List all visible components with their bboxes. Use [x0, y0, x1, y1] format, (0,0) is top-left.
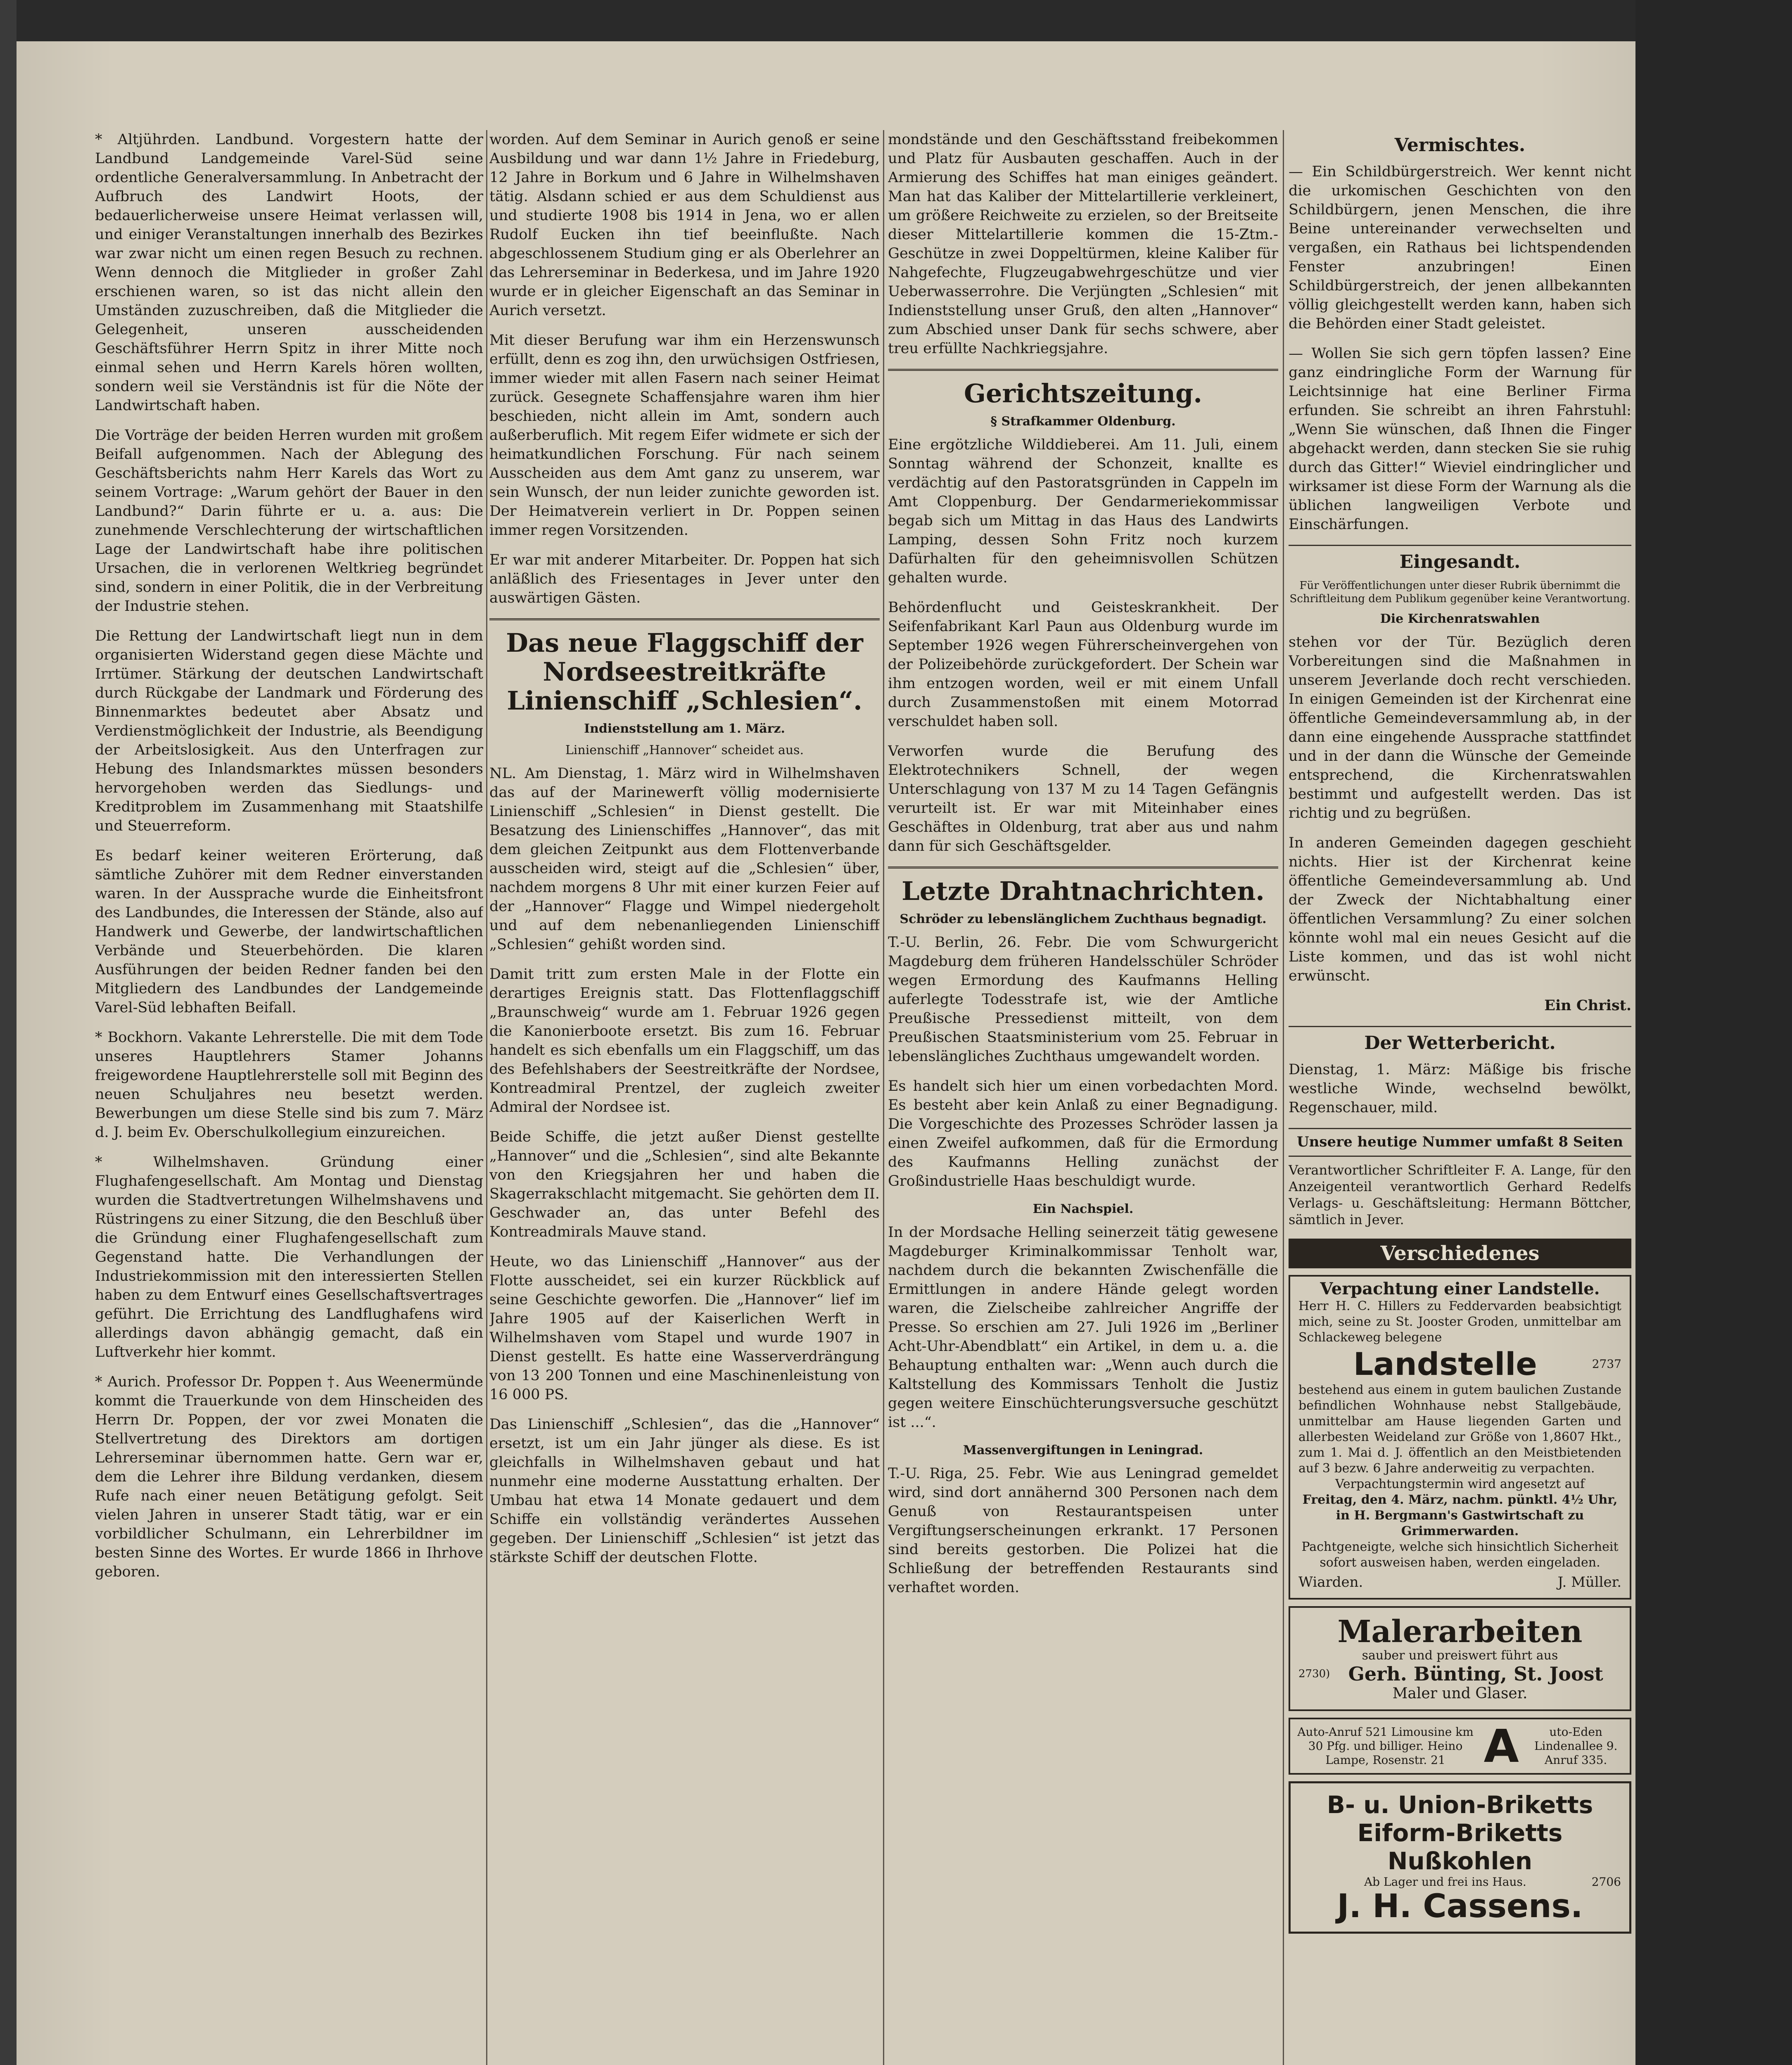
- article-paragraph: * Altjührden. Landbund. Vorgestern hatte der Landbund Landgemeinde Varel-Süd seine ordentliche Generalversammlung. In Anbetracht der Aufbruch des Landwirt Hoots, der bedauerlicherweise unsere Heimat verlassen will, und einiger Veranstaltungen innerhalb des Bezirkes war zwar nicht um einen regen Besuch zu rechnen. Wenn dennoch die Mitglieder in großer Zahl erschienen waren, so ist das nicht allein den Umständen zuzuschreiben, daß die Mitglieder die Gelegenheit, unseren ausscheidenden Geschäftsführer Herrn Spitz in ihrer Mitte noch einmal sehen und Herrn Karels hören wollten, sondern weil sie Verständnis ist für die Nöte der Landwirtschaft haben.: [95, 131, 483, 414]
- section-subtitle: Die Kirchenratswahlen: [1380, 612, 1540, 626]
- section-title-misc: Vermischtes.: [1394, 135, 1526, 156]
- article-paragraph: Mit dieser Berufung war ihm ein Herzenswunsch erfüllt, denn es zog ihn, den urwüchsigen Ostfriesen, immer wieder mit allen Fasern nach seiner Heimat zurück. Gesegnete Schaffensjahre waren ihm hier beschieden, nicht allein im Amt, sondern auch außerberuflich. Mit regem Eifer widmete er sich der heimatkundlichen Forschung. Für nach seinem Ausscheiden aus dem Amt ganz zu unserem, war sein Wunsch, der nun leider zunichte geworden ist. Der Heimatverein verliert in Dr. Poppen seinen immer regen Vorsitzenden.: [489, 332, 880, 539]
- ad-lease: [1289, 1275, 1631, 1600]
- ad-lease-big: Landstelle: [1353, 1346, 1537, 1382]
- article-paragraph: Damit tritt zum ersten Male in der Flotte ein derartiges Ereignis statt. Das Flottenflaggschiff „Braunschweig“ wurde am 1. Februar 1926 gegen die Kanonierboote ersetzt. Bis zum 16. Februar handelt es sich ebenfalls um ein Flaggschiff, um das des Befehlshabers der Seestreitkräfte der Nordsee, Kontreadmiral Prentzel, der zugleich zweiter Admiral der Nordsee ist.: [489, 966, 880, 1116]
- ad-auto-right: uto-Eden Lindenallee 9. Anruf 335.: [1534, 1725, 1618, 1767]
- article-paragraph: Behördenflucht und Geisteskrankheit. Der Seifenfabrikant Karl Paun aus Oldenburg wurde im September 1926 wegen Führerscheinvergehen von der Polizeibehörde zurückgefordert. Der Schein war ihm entzogen worden, weil er mit einem Unfall durch Zusammenstoßen mit einem Motorrad verschuldet haben soll.: [888, 599, 1278, 730]
- imprint: Verantwortlicher Schriftleiter F. A. Lange, für den Anzeigenteil verantwortlich Gerhard Redelfs Verlags- u. Geschäftsleitung: Hermann Böttcher, sämtlich in Jever.: [1289, 1162, 1631, 1227]
- section-title-weather: Der Wetterbericht.: [1364, 1032, 1556, 1054]
- ad-lease-title: Verpachtung einer Landstelle.: [1320, 1279, 1600, 1298]
- article-paragraph: * Wilhelmshaven. Gründung einer Flughafengesellschaft. Am Montag und Dienstag wurden die Stadtvertretungen Wilhelmshavens und Rüstringens zu einer Sitzung, die den Beschluß über die Gründung einer Flughafengesellschaft zum Gegenstand hatte. Die Verhandlungen der Industriekommission mit den interessierten Stellen haben zu dem Entwurf eines Gesellschaftsvertrages geführt. Die Errichtung des Landflughafens wird allerdings davon abhängig gemacht, daß ein Luftverkehr hier kommt.: [95, 1154, 483, 1360]
- ad-lease-term: Freitag, den 4. März, nachm. pünktl. 4½ Uhr, in H. Bergmann's Gastwirtschaft zu Grimmerwarden.: [1302, 1493, 1618, 1538]
- article-paragraph: worden. Auf dem Seminar in Aurich genoß er seine Ausbildung und war dann 1½ Jahre in Friedeburg, 12 Jahre in Borkum und 6 Jahre in Wilhelmshaven tätig. Alsdann schied er aus dem Schuldienst aus und studierte 1908 bis 1914 in Jena, wo er allen Rudolf Eucken ihn tief beeinflußte. Nach abgeschlossenem Studium ging er als Oberlehrer an das Lehrerseminar in Bederkesa, und im Jahre 1920 wurde er in gleicher Eigenschaft an das Seminar in Aurich versetzt.: [489, 131, 880, 319]
- article-paragraph: Beide Schiffe, die jetzt außer Dienst gestellte „Hannover“ und die „Schlesien“, sind alte Bekannte von den Kriegsjahren her und haben die Skagerrakschlacht mitgemacht. Sie gehörten dem II. Geschwader an, das unter Befehl des Kontreadmirals Mauve stand.: [489, 1129, 880, 1240]
- ad-coal: [1289, 1781, 1631, 1934]
- article-paragraph: Das Linienschiff „Schlesien“, das die „Hannover“ ersetzt, ist um ein Jahr jünger als diese. Es ist gleichfalls in Wilhelmshaven gebaut und hat nunmehr eine moderne Ausstattung erhalten. Der Umbau hat etwa 14 Monate gedauert und dem Schiffe ein vollständig verändertes Aussehen gegeben. Der Linienschiff „Schlesien“ ist jetzt das stärkste Schiff der deutschen Flotte.: [489, 1416, 880, 1566]
- column-rule: [883, 130, 884, 2065]
- article-paragraph: Die Vorträge der beiden Herren wurden mit großem Beifall aufgenommen. Nach der Ablegung des Geschäftsberichts nahm Herr Karels das Wort zu seinem Vortrage: „Warum gehört der Bauer in den Landbund?“ Darin führte er u. a. aus: Die zunehmende Verschlechterung der wirtschaftlichen Lage der Landwirtschaft habe ihre politischen Ursachen, die in verlorenen Weltkrieg begründet sind, sondern in einer Politik, die in der Verbreitung der Industrie stehen.: [95, 427, 483, 615]
- section-title-letters: Eingesandt.: [1399, 551, 1521, 572]
- article-paragraph: Heute, wo das Linienschiff „Hannover“ aus der Flotte ausscheidet, sei ein kurzer Rückblick auf seine Geschichte geworfen. Die „Hannover“ lief im Jahre 1905 auf der Kaiserlichen Werft in Wilhelmshaven vom Stapel und wurde 1907 in Dienst gestellt. Es hatte eine Wasserverdrängung von 13 200 Tonnen und eine Maschinenleistung von 16 000 PS.: [489, 1253, 880, 1403]
- section-title-wire: Letzte Drahtnachrichten.: [902, 876, 1265, 906]
- article-paragraph: Er war mit anderer Mitarbeiter. Dr. Poppen hat sich anläßlich des Friesentages in Jever unter den auswärtigen Gästen.: [489, 552, 880, 606]
- section-title-court: Gerichtszeitung.: [964, 378, 1202, 408]
- weather-report: Dienstag, 1. März: Mäßige bis frische westliche Winde, wechselnd bewölkt, Regenschauer, mild.: [1289, 1061, 1631, 1116]
- letters-disclaimer: Für Veröffentlichungen unter dieser Rubrik übernimmt die Schriftleitung dem Publikum gegenüber keine Verantwortung.: [1289, 579, 1631, 605]
- section-subtitle: Massenvergiftungen in Leningrad.: [963, 1443, 1203, 1457]
- article-paragraph: mondstände und den Geschäftsstand freibekommen und Platz für Ausbauten geschaffen. Auch in der Armierung des Schiffes hat man einiges geändert. Man hat das Kaliber der Mittelartillerie verkleinert, um größere Reichweite zu erzielen, so der Breitseite dieser Mittelartillerie kommen die 15-Ztm.-Geschütze in zwei Doppeltürmen, kleine Kaliber für Nahgefechte, Flugzeugabwehrgeschütze und vier Ueberwasserrohre. Die Verjüngten „Schlesien“ mit Indienststellung unser Gruß, den alten „Hannover“ zum Abschied unser Dank für sechs schwere, aber treu erfüllte Nachkriegsjahre.: [888, 131, 1278, 357]
- letter-signature: Ein Christ.: [1544, 997, 1631, 1014]
- article-paragraph: In anderen Gemeinden dagegen geschieht nichts. Hier ist der Kirchenrat keine öffentliche Gemeindeversammlung ab. Und der Zweck der Nichtabhaltung einer öffentlichen Versammlung? Zu einer solchen könnte wohl mal ein neues Gesicht auf die Liste kommen, und das ist wohl nicht erwünscht.: [1289, 835, 1631, 984]
- headline-flagship: Das neue Flaggschiff der Nordseestreitkräfte Linienschiff „Schlesien“.: [506, 628, 863, 716]
- article-paragraph: T.-U. Berlin, 26. Febr. Die vom Schwurgericht Magdeburg dem früheren Handelsschüler Schröder wegen Ermordung des Kaufmanns Helling auferlegte Todesstrafe ist, wie der Amtliche Preußische Pressedienst mitteilt, von dem Preußischen Staatsministerium vom 25. Februar in lebenslängliches Zuchthaus umgewandelt worden.: [888, 934, 1278, 1065]
- ad-auto-initial: A: [1483, 1720, 1519, 1773]
- section-divider: [1289, 1026, 1631, 1027]
- ad-painter-title: Malerarbeiten: [1337, 1614, 1583, 1650]
- ad-lease-body: bestehend aus einem in gutem baulichen Zustande befindlichen Wohnhause nebst Stallgebäude, unmittelbar am Hause liegenden Garten und allerbesten Weideland zur Größe von 1,8607 Hkt., zum 1. Mai d. J. öffentlich an den Meistbietenden auf 3 bezw. 6 Jahre anderweitig zu verpachten.: [1298, 1383, 1621, 1476]
- article-paragraph: Die Rettung der Landwirtschaft liegt nun in dem organisierten Widerstand gegen diese Mächte und Irrtümer. Stärkung der deutschen Landwirtschaft durch Rückgabe der Landmark und Förderung des Binnenmarktes bedeutet aber Absatz und Verdienstmöglichkeit der Industrie, als Beendigung der Arbeitslosigkeit. Aus den Unterfragen zur Hebung des Inlandsmarktes müssen besonders hervorgehoben werden das Siedlungs- und Kreditproblem im Zusammenhang mit Staatshilfe und Steuerreform.: [95, 628, 483, 834]
- ad-painter-name: Gerh. Bünting, St. Joost: [1348, 1663, 1603, 1685]
- ad-painter-sub: sauber und preiswert führt aus: [1362, 1648, 1558, 1663]
- section-divider: [1289, 545, 1631, 546]
- article-paragraph: Es handelt sich hier um einen vorbedachten Mord. Es besteht aber kein Anlaß zu einer Begnadigung. Die Vorgeschichte des Prozesses Schröder lassen ja einen Zweifel aufkommen, daß für die Ermordung des Kaufmanns Helling zunächst der Großindustrielle Haas beschuldigt wurde.: [888, 1078, 1278, 1189]
- column-3: [888, 130, 1278, 2065]
- ad-auto-left: Auto-Anruf 521 Limousine km 30 Pfg. und billiger. Heino Lampe, Rosenstr. 21: [1297, 1725, 1474, 1767]
- ad-lease-intro: Herr H. C. Hillers zu Feddervarden beabsichtigt mich, seine zu St. Jooster Groden, unmittelbar am Schlackeweg belegene: [1298, 1299, 1621, 1345]
- ads-banner: Verschiedenes: [1289, 1239, 1631, 1268]
- article-paragraph: Eine ergötzliche Wilddieberei. Am 11. Juli, einem Sonntag während der Schonzeit, knallte es verdächtig auf den Pastoratsgründen in Cappeln im Amt Cloppenburg. Der Gendarmeriekommissar begab sich um Mittag in das Haus des Landwirts Lamping, dessen Sohn Fritz noch kurzem Dafürhalten für den geheimnisvollen Schützen gehalten wurde.: [888, 437, 1278, 586]
- section-divider: [1289, 1156, 1631, 1157]
- column-2: [489, 130, 880, 2065]
- article-paragraph: * Aurich. Professor Dr. Poppen †. Aus Weenermünde kommt die Trauerkunde von dem Hinscheiden des Herrn Dr. Poppen, der vor zwei Monaten die Stellvertretung des Direktors am dortigen Lehrerseminar übernommen hatte. Gern war er, dem die Lehrer ihre Bildung verdanken, diesem Rufe nach einer neuen Betätigung gefolgt. Seit vielen Jahren in unserer Stadt tätig, war er ein vorbildlicher Schulmann, ein Lehrerbildner im besten Sinne des Wortes. Er wurde 1866 in Ihrhove geboren.: [95, 1374, 483, 1580]
- ad-lease-term-label: Verpachtungstermin wird angesetzt auf: [1335, 1477, 1585, 1491]
- column-1: [95, 130, 483, 2065]
- article-paragraph: Es bedarf keiner weiteren Erörterung, daß sämtliche Zuhörer mit dem Redner einverstanden waren. In der Aussprache wurde die Einheitsfront des Landbundes, die Interessen der Stände, also auf Handwerk und Gewerbe, der landwirtschaftlichen Verbände und Steuerbehörden. Die klaren Ausführungen der beiden Redner fanden bei den Mitgliedern des Landbundes der Landgemeinde Varel-Süd lebhaften Beifall.: [95, 847, 483, 1016]
- subheadline: Indienststellung am 1. März.: [584, 722, 785, 736]
- article-paragraph: NL. Am Dienstag, 1. März wird in Wilhelmshaven das auf der Marinewerft völlig modernisierte Linienschiff „Schlesien“ in Dienst gestellt. Die Besatzung des Linienschiffes „Hannover“, das mit dem gleichen Zeitpunkt aus dem Flottenverbande ausscheiden wird, steigt auf die „Schlesien“ über, nachdem morgens 8 Uhr mit einer kurzen Feier auf der „Hannover“ Flagge und Wimpel niedergeholt und auf dem nebenanliegenden Linienschiff „Schlesien“ gehißt worden sind.: [489, 765, 880, 953]
- ad-coal-note: Ab Lager und frei ins Haus.: [1364, 1875, 1526, 1889]
- newspaper-page: [17, 41, 1635, 2065]
- ad-auto: [1289, 1718, 1631, 1775]
- article-paragraph: — Ein Schildbürgerstreich. Wer kennt nicht die urkomischen Geschichten von den Schildbürgern, jenen Menschen, die ihre Beine untereinander verwechselten und vergaßen, ein Rathaus bei lichtspendenden Fenster anzubringen! Einen Schildbürgerstreich, der jenen allbekannten völlig gleichgestellt werden kann, haben sich die Behörden einer Stadt geleistet.: [1289, 164, 1631, 332]
- scan-border-left: [0, 0, 17, 2065]
- ad-lease-sign: J. Müller.: [1557, 1574, 1621, 1590]
- article-paragraph: T.-U. Riga, 25. Febr. Wie aus Leningrad gemeldet wird, sind dort annähernd 300 Personen nach dem Genuß von Restaurantspeisen unter Vergiftungserscheinungen erkrankt. 17 Personen sind bereits gestorben. Die Polizei hat die Schließung der betreffenden Restaurants sind verhaftet worden.: [888, 1465, 1278, 1596]
- article-paragraph: Verworfen wurde die Berufung des Elektrotechnikers Schnell, der wegen Unterschlagung von 137 M zu 14 Tagen Gefängnis verurteilt ist. Er war mit Miteinhaber eines Geschäftes in Oldenburg, trat aber aus und nahm dann für sich Geschäftsgelder.: [888, 743, 1278, 854]
- section-divider: [888, 866, 1278, 869]
- page-count-note: Unsere heutige Nummer umfaßt 8 Seiten: [1297, 1134, 1623, 1150]
- column-rule: [1283, 130, 1284, 2065]
- section-divider: [1289, 1128, 1631, 1129]
- section-subtitle: Schröder zu lebenslänglichem Zuchthaus begnadigt.: [900, 912, 1267, 926]
- ad-code: 2730): [1298, 1668, 1330, 1680]
- ad-coal-name: J. H. Cassens.: [1337, 1888, 1583, 1925]
- article-paragraph: — Wollen Sie sich gern töpfen lassen? Eine ganz eindringliche Form der Warnung für Leichtsinnige hat eine Berliner Firma erfunden. Sie schreibt an ihren Fahrstuhl: „Wenn Sie wünschen, daß Ihnen die Finger abgehackt werden, dann stecken Sie sie ruhig durch das Gitter!“ Wieviel eindringlicher und wirksamer ist diese Form der Warnung als die üblichen langweiligen Verbote und Einschärfungen.: [1289, 345, 1631, 533]
- subheadline: Linienschiff „Hannover“ scheidet aus.: [565, 743, 804, 757]
- ad-coal-line: Eiform-Briketts: [1357, 1819, 1563, 1847]
- article-paragraph: * Bockhorn. Vakante Lehrerstelle. Die mit dem Tode unseres Hauptlehrers Stamer Johanns freigewordene Hauptlehrerstelle soll mit Beginn des neuen Schuljahres neu besetzt werden. Bewerbungen um diese Stelle sind bis zum 7. März d. J. beim Ev. Oberschulkollegium einzureichen.: [95, 1029, 483, 1141]
- article-paragraph: In der Mordsache Helling seinerzeit tätig gewesene Magdeburger Kriminalkommissar Tenholt war, nachdem durch die bekannten Zwischenfälle die Ermittlungen in andere Hände gelegt worden waren, die Zielscheibe zahlreicher Angriffe der Presse. So erschien am 27. Juli 1926 im „Berliner Acht-Uhr-Abendblatt“ ein Artikel, in dem u. a. die Behauptung enthalten war: „Wenn auch durch die Kaltstellung des Kommissars Tenholt die Justiz gegen weitere Einschüchterungsversuche geschützt ist ...“.: [888, 1224, 1278, 1431]
- section-subtitle: § Strafkammer Oldenburg.: [990, 414, 1176, 429]
- ad-coal-line: B- u. Union-Briketts: [1327, 1791, 1593, 1819]
- ad-code: 2706: [1591, 1875, 1621, 1889]
- article-paragraph: stehen vor der Tür. Bezüglich deren Vorbereitungen sind die Maßnahmen in unserem Jeverlande doch recht verschieden. In einigen Gemeinden ist der Kirchenrat eine öffentliche Gemeindeversammlung ab, in der dann eine eingehende Aussprache stattfindet und in der dann die Wünsche der Gemeinde entsprechend, die Kirchenratswahlen bestimmt und aufgestellt werden. Das ist richtig und zu begrüßen.: [1289, 634, 1631, 821]
- ad-coal-line: Nußkohlen: [1387, 1847, 1533, 1875]
- ad-painter-trade: Maler und Glaser.: [1392, 1685, 1528, 1702]
- section-divider: [489, 618, 880, 620]
- section-subtitle: Ein Nachspiel.: [1032, 1202, 1134, 1216]
- ad-code: 2737: [1592, 1357, 1621, 1371]
- ad-painter: [1289, 1606, 1631, 1711]
- section-divider: [888, 369, 1278, 371]
- column-rule: [486, 130, 487, 2065]
- ad-lease-invite: Pachtgeneigte, welche sich hinsichtlich Sicherheit sofort ausweisen haben, werden eingeladen.: [1301, 1540, 1619, 1570]
- scan-border-right: [1635, 0, 1792, 2065]
- column-4: [1289, 130, 1631, 2065]
- ad-lease-place: Wiarden.: [1298, 1574, 1363, 1590]
